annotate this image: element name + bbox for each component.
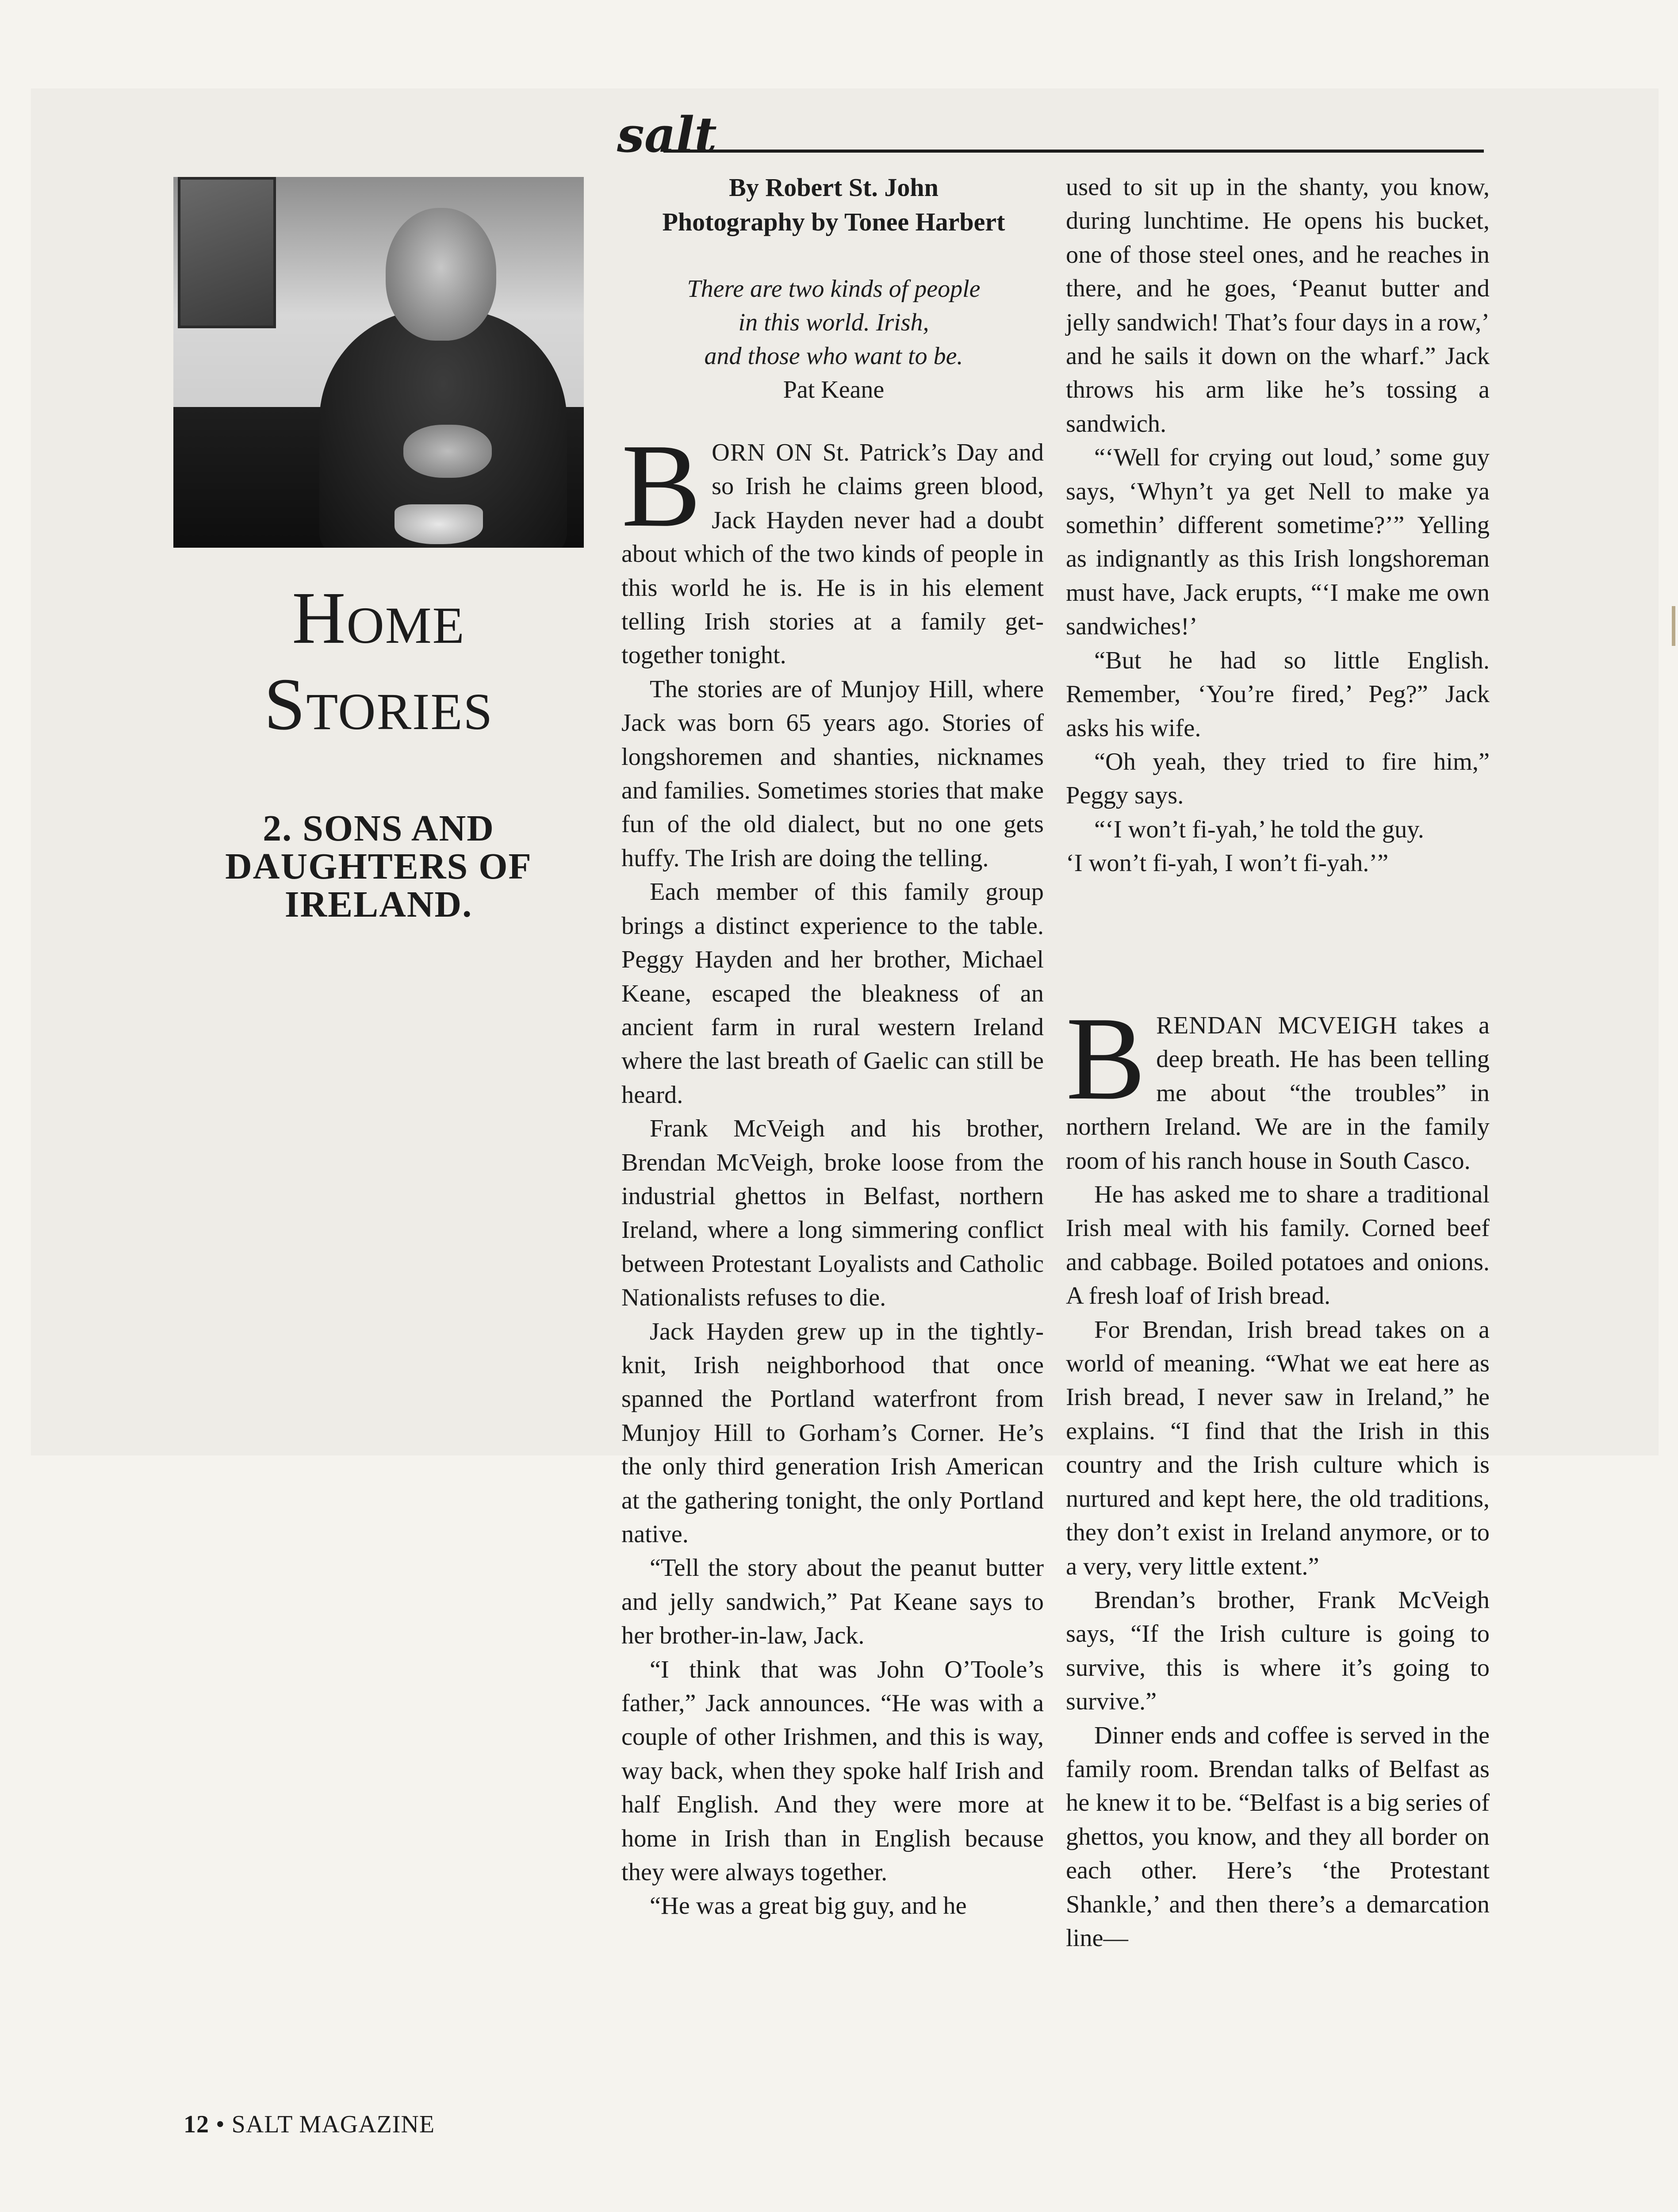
page-number: 12 bbox=[184, 2111, 209, 2138]
body-paragraph bbox=[621, 419, 1044, 672]
quote-line-3: and those who want to be. bbox=[704, 342, 963, 370]
publication-name: SALT MAGAZINE bbox=[231, 2111, 435, 2138]
body-paragraph: “Tell the story about the peanut butter and jelly sandwich,” Pat Keane says to her brother-in-law, Jack. bbox=[621, 1554, 1044, 1650]
photo-man-head bbox=[386, 208, 496, 341]
photo-painting-frame bbox=[178, 177, 276, 328]
paragraph-text: takes a deep breath. He has been telling me about “the troubles” in northern Ireland. We are in the family room of his ranch house in South Casco. bbox=[1066, 1012, 1490, 1175]
title-line-1: Home bbox=[292, 577, 465, 659]
body-column-1 bbox=[621, 419, 1044, 1923]
quote-line-2: in this world. Irish, bbox=[738, 309, 929, 336]
salt-logo: salt bbox=[617, 106, 717, 163]
body-paragraph: used to sit up in the shanty, you know, during lunchtime. He opens his bucket, one of those steel ones, and he reaches in there, and he goes, ‘Peanut butter and jelly sandwich! That’s four days in a row,’ and he sails it down on the wharf.” Jack throws his arm like he’s tossing a sandwich. bbox=[1066, 173, 1490, 438]
body-paragraph: “I think that was John O’Toole’s father,” Jack announces. “He was with a couple of other Irishmen, and this is way, way back, when they spoke half Irish and half English. And they were more at home in Irish than in English because they were always together. bbox=[621, 1655, 1044, 1886]
lead-in: RENDAN MCVEIGH bbox=[1156, 1012, 1398, 1039]
lead-in: ORN ON bbox=[712, 439, 813, 466]
subtitle-line-2: DAUGHTERS OF bbox=[225, 846, 532, 887]
photo-man-hands bbox=[403, 425, 492, 478]
drop-cap: B bbox=[621, 419, 701, 552]
body-paragraph: “But he had so little English. Remember, ‘You’re fired,’ Peg?” Jack asks his wife. bbox=[1066, 646, 1490, 742]
body-column-2-top bbox=[1066, 170, 1490, 880]
body-paragraph: For Brendan, Irish bread takes on a world of meaning. “What we eat here as Irish bread, I never saw in Ireland,” he explains. “I find that the Irish in this country and the Irish culture which is nurtured and kept here, the old traditions, they don’t exist in Ireland anymore, or to a very, very little extent.” bbox=[1066, 1316, 1490, 1580]
footer-separator: • bbox=[216, 2111, 225, 2138]
article-title bbox=[173, 575, 584, 748]
epigraph-quote bbox=[615, 272, 1053, 407]
photo-teacup bbox=[395, 504, 483, 544]
body-paragraph: Brendan’s brother, Frank McVeigh says, “If the Irish culture is going to survive, this is where it’s going to survive.” bbox=[1066, 1586, 1490, 1716]
quote-line-1: There are two kinds of people bbox=[687, 275, 981, 303]
body-paragraph: The stories are of Munjoy Hill, where Jack was born 65 years ago. Stories of longshoremen and shanties, nicknames and families. Sometimes stories that make fun of the old dialect, but no one gets huffy. The Irish are doing the telling. bbox=[621, 675, 1044, 872]
body-paragraph: “Oh yeah, they tried to fire him,” Peggy says. bbox=[1066, 748, 1490, 810]
body-paragraph: “He was a great big guy, and he bbox=[650, 1892, 967, 1920]
body-column-2-bottom bbox=[1066, 992, 1490, 1955]
byline-photographer: Photography by Tonee Harbert bbox=[662, 207, 1005, 236]
byline bbox=[615, 170, 1053, 239]
article-subtitle bbox=[173, 810, 584, 924]
portrait-photo bbox=[173, 177, 584, 548]
body-paragraph: “‘Well for crying out loud,’ some guy says, ‘Whyn’t ya get Nell to make ya somethin’ different sometime?’” Yelling as indignantly as this Irish longshoreman must have, Jack erupts, “‘I make me own sandwiches!’ bbox=[1066, 444, 1490, 641]
page-edge-mark bbox=[1672, 606, 1675, 646]
body-paragraph: He has asked me to share a traditional Irish meal with his family. Corned beef and cabbage. Boiled potatoes and onions. A fresh loaf of Irish bread. bbox=[1066, 1181, 1490, 1310]
paragraph-text: St. Patrick’s Day and so Irish he claims green blood, Jack Hayden never had a doubt about which of the two kinds of people in this world he is. He is in his element telling Irish stories at a family get-together tonight. bbox=[621, 439, 1044, 669]
byline-author: By Robert St. John bbox=[729, 173, 939, 202]
page-footer bbox=[184, 2110, 435, 2139]
header-rule bbox=[663, 150, 1484, 153]
subtitle-line-3: IRELAND. bbox=[284, 884, 473, 925]
body-paragraph: ‘I won’t fi-yah, I won’t fi-yah.’” bbox=[1066, 849, 1389, 877]
body-paragraph: Jack Hayden grew up in the tightly-knit, Irish neighborhood that once spanned the Portland waterfront from Munjoy Hill to Gorham’s Corner. He’s the only third generation Irish American at the gathering tonight, the only Portland native. bbox=[621, 1317, 1044, 1548]
body-paragraph bbox=[1066, 992, 1490, 1178]
subtitle-line-1: 2. SONS AND bbox=[263, 808, 494, 849]
body-paragraph: Each member of this family group brings a distinct experience to the table. Peggy Hayden and her brother, Michael Keane, escaped the bleakness of an ancient farm in rural western Ireland where the last breath of Gaelic can still be heard. bbox=[621, 878, 1044, 1109]
quote-attribution: Pat Keane bbox=[783, 376, 885, 403]
title-line-2: Stories bbox=[264, 663, 494, 745]
body-paragraph: Frank McVeigh and his brother, Brendan McVeigh, broke loose from the industrial ghettos in Belfast, northern Ireland, where a long simmering conflict between Protestant Loyalists and Catholic Nationalists refuses to die. bbox=[621, 1115, 1044, 1312]
body-paragraph: Dinner ends and coffee is served in the family room. Brendan talks of Belfast as he knew it to be. “Belfast is a big series of ghettos, you know, and they all border on each other. Here’s ‘the Protestant Shankle,’ and then there’s a demarcation line— bbox=[1066, 1721, 1490, 1952]
body-paragraph: “‘I won’t fi-yah,’ he told the guy. bbox=[1094, 815, 1424, 843]
drop-cap: B bbox=[1066, 992, 1146, 1125]
